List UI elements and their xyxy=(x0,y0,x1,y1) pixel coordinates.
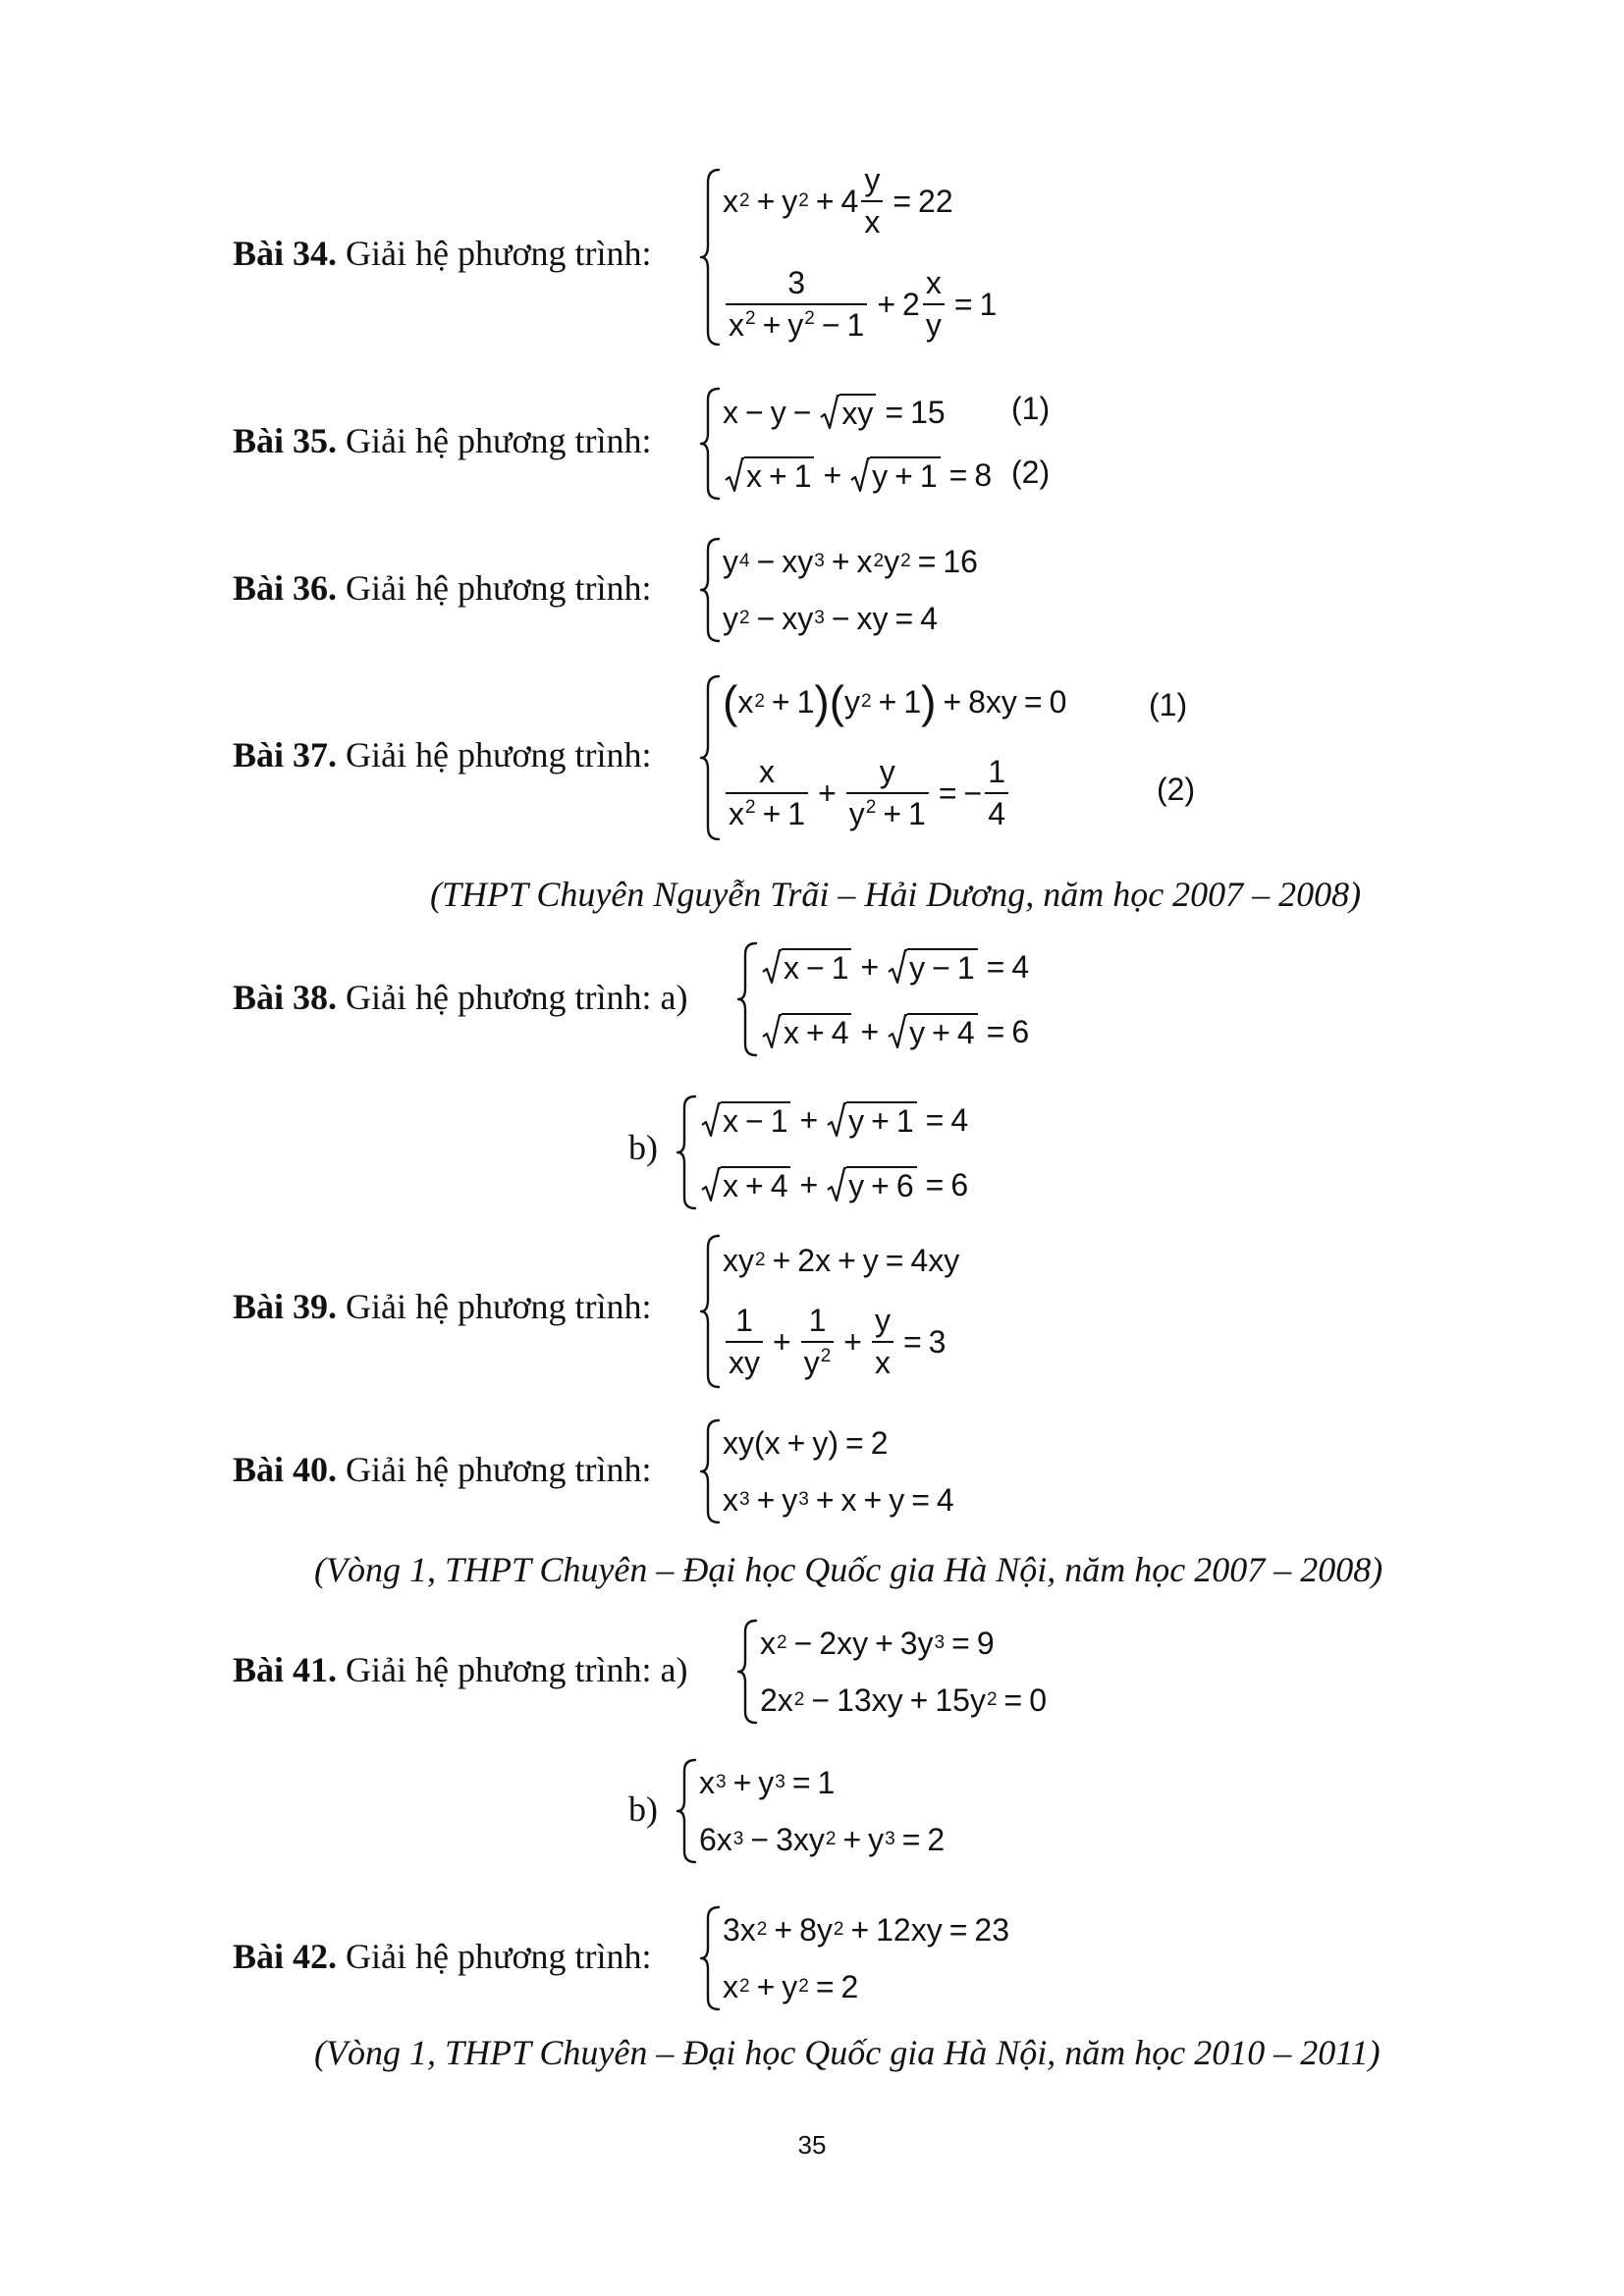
problem-40-label xyxy=(233,1449,652,1490)
equation-system-38a xyxy=(736,940,1070,1058)
problem-prompt: Giải hệ phương trình: xyxy=(346,735,652,774)
problem-number: Bài 42. xyxy=(233,1937,338,1976)
equation: $\frac{3}{x^2 + y^2 - 1}$ + 2 $\frac{x}{y}$ = 1 xyxy=(723,260,997,348)
problem-prompt: Giải hệ phương trình: xyxy=(346,1450,652,1489)
equation: x 3 + y 3 = 1 xyxy=(699,1765,836,1800)
equation-tag: (2) xyxy=(1157,772,1196,807)
left-brace-icon xyxy=(699,673,725,842)
source-note: (Vòng 1, THPT Chuyên – Đại học Quốc gia Hà Nội, năm học 2007 – 2008) xyxy=(314,1550,1383,1589)
equation: x 2 + y 2 + 4 $\frac{y}{x}$ = 22 xyxy=(723,161,953,240)
source-note: (THPT Chuyên Nguyễn Trãi – Hải Dương, năm học 2007 – 2008) xyxy=(430,875,1362,914)
left-brace-icon xyxy=(699,536,725,644)
equation: x − y − xy = 15 xyxy=(723,395,946,431)
equation-tag: (2) xyxy=(1011,454,1051,490)
equation-system-34 xyxy=(699,161,1013,348)
problem-prompt: Giải hệ phương trình: a) xyxy=(346,978,688,1017)
problem-37-label xyxy=(233,734,652,775)
left-brace-icon xyxy=(699,1417,725,1525)
equation-system-38b xyxy=(676,1094,1009,1211)
left-brace-icon xyxy=(736,1618,762,1726)
equation-system-41b xyxy=(676,1757,1009,1865)
problem-number: Bài 41. xyxy=(233,1650,338,1689)
source-note: (Vòng 1, THPT Chuyên – Đại học Quốc gia Hà Nội, năm học 2010 – 2011) xyxy=(314,2033,1380,2072)
equation-tag: (1) xyxy=(1011,391,1051,426)
equation: x − 1 + y + 1 = 4 xyxy=(699,1095,968,1145)
problem-number: Bài 38. xyxy=(233,978,338,1017)
equation: xy 2 + 2x + y = 4xy xyxy=(723,1243,960,1278)
left-brace-icon xyxy=(736,940,762,1058)
problem-prompt: Giải hệ phương trình: xyxy=(346,1287,652,1326)
problem-number: Bài 37. xyxy=(233,735,338,774)
equation: $\frac{x}{x^2 + 1}$ + $\frac{y}{y^2 + 1}$ = − $\frac{1}{4}$ xyxy=(723,748,1011,838)
equation: y 2 − xy 3 − xy = 4 xyxy=(723,601,939,636)
equation: xy(x + y) = 2 xyxy=(723,1425,889,1461)
equation: x + 4 + y + 4 = 6 xyxy=(760,1007,1029,1056)
left-brace-icon xyxy=(699,1904,725,2012)
problem-number: Bài 39. xyxy=(233,1287,338,1326)
equation-system-39 xyxy=(699,1233,1013,1390)
equation: x + 4 + y + 6 = 6 xyxy=(699,1160,968,1209)
equation: $\frac{1}{xy}$ + $\frac{1}{y^2}$ + $\frac{y}{x}$ = 3 xyxy=(723,1298,946,1386)
equation-system-41a xyxy=(736,1618,1090,1726)
problem-prompt: Giải hệ phương trình: a) xyxy=(346,1650,688,1689)
equation-system-36 xyxy=(699,536,1013,644)
equation: 2x 2 − 13xy + 15y 2 = 0 xyxy=(760,1682,1047,1718)
problem-42-label xyxy=(233,1936,652,1977)
left-brace-icon xyxy=(699,386,725,502)
equation: x 3 + y 3 + x + y = 4 xyxy=(723,1482,954,1518)
equation: 3x 2 + 8y 2 + 12xy = 23 xyxy=(723,1912,1009,1948)
problem-prompt: Giải hệ phương trình: xyxy=(346,568,652,608)
left-brace-icon xyxy=(676,1094,701,1211)
problem-41-label xyxy=(233,1649,687,1690)
problem-prompt: Giải hệ phương trình: xyxy=(346,1937,652,1976)
equation-tag: (1) xyxy=(1149,687,1188,722)
problem-39-label xyxy=(233,1286,652,1327)
equation: y 4 − xy 3 + x 2 y 2 = 16 xyxy=(723,544,978,579)
problem-number: Bài 35. xyxy=(233,421,338,460)
problem-38-label xyxy=(233,977,687,1018)
problem-36-label xyxy=(233,567,652,609)
problem-prompt: Giải hệ phương trình: xyxy=(346,234,652,273)
equation: x + 1 + y + 1 = 8 xyxy=(723,451,992,500)
left-brace-icon xyxy=(699,1233,725,1390)
problem-number: Bài 36. xyxy=(233,568,338,608)
problem-number: Bài 40. xyxy=(233,1450,338,1489)
left-brace-icon xyxy=(699,167,725,348)
problem-35-label xyxy=(233,420,652,461)
equation: x 2 − 2xy + 3y 3 = 9 xyxy=(760,1626,995,1661)
equation-system-37 xyxy=(699,673,1210,842)
equation-system-40 xyxy=(699,1417,1013,1525)
equation: x 2 + y 2 = 2 xyxy=(723,1969,859,2004)
left-brace-icon xyxy=(676,1757,701,1865)
equation: 6x 3 − 3xy 2 + y 3 = 2 xyxy=(699,1822,946,1857)
part-b-label: b) xyxy=(628,1789,658,1829)
problem-34-label xyxy=(233,233,652,274)
equation: ( x 2 + 1 ) ( y 2 + 1 ) + 8xy = 0 xyxy=(723,676,1067,727)
problem-number: Bài 34. xyxy=(233,234,338,273)
equation-system-35 xyxy=(699,386,1092,502)
equation: x − 1 + y − 1 = 4 xyxy=(760,942,1029,991)
equation-system-42 xyxy=(699,1904,1033,2012)
part-b-label: b) xyxy=(628,1128,658,1167)
problem-prompt: Giải hệ phương trình: xyxy=(346,421,652,460)
page-number: 35 xyxy=(797,2130,827,2160)
